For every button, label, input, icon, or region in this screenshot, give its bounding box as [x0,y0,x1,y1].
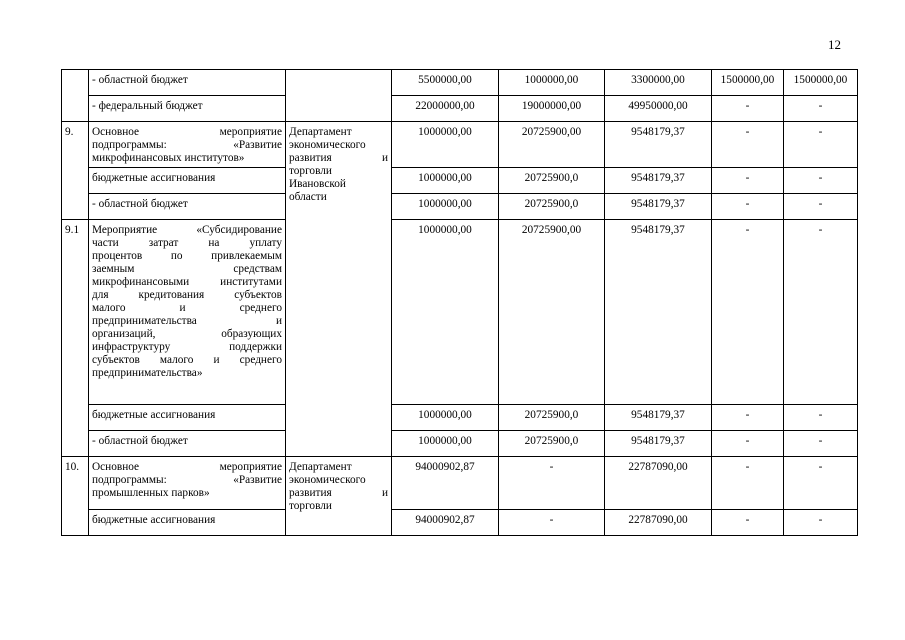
table-row [62,457,858,510]
value-cell: 1000000,00 [392,194,499,220]
index-cell: 9.1 [62,220,89,457]
executor-line: развития и [289,487,388,499]
label-line: процентов по привлекаемым [92,250,282,262]
value-cell: - [499,457,605,510]
executor-line: Ивановской [289,178,346,190]
table-row [62,96,858,122]
label-line: промышленных парков» [92,487,210,499]
row-label [89,122,286,168]
value-cell: - [784,405,858,431]
executor-line: области [289,191,327,203]
value-cell: 22000000,00 [392,96,499,122]
executor-line: экономического [289,474,366,486]
row-label: бюджетные ассигнования [89,168,286,194]
label-line: для кредитования субъектов [92,289,282,301]
row-label: - областной бюджет [89,70,286,96]
value-cell: - [784,431,858,457]
value-cell: - [712,510,784,536]
value-cell: - [712,220,784,405]
executor-line: экономического [289,139,366,151]
label-line: части затрат на уплату [92,237,282,249]
value-cell: 20725900,00 [499,220,605,405]
value-cell: 20725900,0 [499,405,605,431]
label-line: заемным средствам [92,263,282,275]
value-cell: 1000000,00 [392,122,499,168]
value-cell: 1500000,00 [712,70,784,96]
label-line: Основное мероприятие [92,461,282,473]
row-label: - федеральный бюджет [89,96,286,122]
budget-table [61,69,858,536]
executor-cell [286,70,392,122]
label-line: предпринимательства и [92,315,282,327]
row-label: бюджетные ассигнования [89,405,286,431]
value-cell: 20725900,0 [499,194,605,220]
table-row [62,510,858,536]
value-cell: - [712,96,784,122]
executor-line: торговли [289,165,332,177]
value-cell: 9548179,37 [605,194,712,220]
row-label [89,220,286,405]
label-line: микрофинансовых институтов» [92,152,245,164]
value-cell: 20725900,0 [499,431,605,457]
row-label: бюджетные ассигнования [89,510,286,536]
executor-line: Департамент [289,461,352,473]
value-cell: 94000902,87 [392,510,499,536]
value-cell: - [784,220,858,405]
label-line: малого и среднего [92,302,282,314]
executor-line: развития и [289,152,388,164]
value-cell: 9548179,37 [605,405,712,431]
value-cell: 3300000,00 [605,70,712,96]
value-cell: 9548179,37 [605,431,712,457]
value-cell: 1000000,00 [499,70,605,96]
table-row [62,122,858,168]
value-cell: - [712,405,784,431]
executor-cell [286,122,392,457]
value-cell: 22787090,00 [605,457,712,510]
value-cell: - [712,168,784,194]
executor-line: торговли [289,500,332,512]
value-cell: 20725900,00 [499,122,605,168]
table-row [62,194,858,220]
value-cell: 1000000,00 [392,220,499,405]
executor-cell [286,457,392,536]
value-cell: 1000000,00 [392,405,499,431]
value-cell: 9548179,37 [605,168,712,194]
value-cell: - [712,457,784,510]
value-cell: 5500000,00 [392,70,499,96]
row-label [89,457,286,510]
label-line: инфраструктуру поддержки [92,341,282,353]
value-cell: - [499,510,605,536]
index-cell: 10. [62,457,89,536]
value-cell: 22787090,00 [605,510,712,536]
value-cell: - [784,457,858,510]
table-row [62,220,858,405]
value-cell: 9548179,37 [605,220,712,405]
table-row [62,405,858,431]
value-cell: - [784,510,858,536]
label-line: Мероприятие «Субсидирование [92,224,282,236]
row-label: - областной бюджет [89,431,286,457]
label-line: организаций, образующих [92,328,282,340]
value-cell: - [784,122,858,168]
value-cell: - [784,194,858,220]
label-line: субъектов малого и среднего [92,354,282,366]
index-cell: 9. [62,122,89,220]
page-number: 12 [828,37,841,52]
table-row [62,431,858,457]
label-line: подпрограммы: «Развитие [92,139,282,151]
value-cell: - [712,431,784,457]
value-cell: 1000000,00 [392,431,499,457]
label-line: Основное мероприятие [92,126,282,138]
value-cell: - [712,122,784,168]
executor-line: Департамент [289,126,352,138]
value-cell: 9548179,37 [605,122,712,168]
table-row [62,70,858,96]
value-cell: - [784,168,858,194]
value-cell: 49950000,00 [605,96,712,122]
index-cell [62,70,89,122]
label-line: подпрограммы: «Развитие [92,474,282,486]
table-row [62,168,858,194]
value-cell: 19000000,00 [499,96,605,122]
value-cell: 20725900,0 [499,168,605,194]
value-cell: - [784,96,858,122]
value-cell: 1000000,00 [392,168,499,194]
value-cell: - [712,194,784,220]
value-cell: 1500000,00 [784,70,858,96]
label-line: предпринимательства» [92,367,203,379]
value-cell: 94000902,87 [392,457,499,510]
label-line: микрофинансовыми институтами [92,276,282,288]
row-label: - областной бюджет [89,194,286,220]
